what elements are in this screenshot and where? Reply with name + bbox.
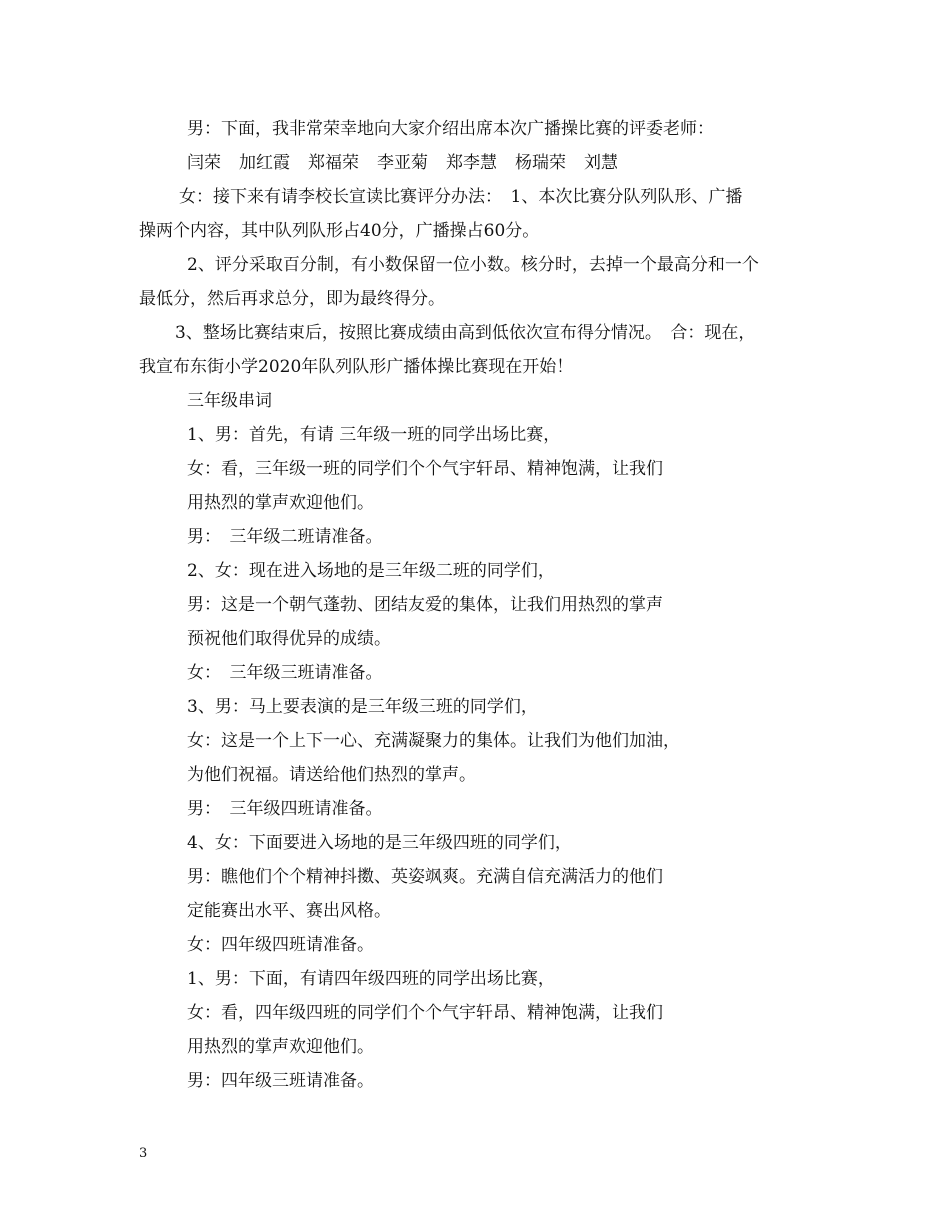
script-line: 用热烈的掌声欢迎他们。 — [187, 493, 374, 513]
script-line: 3、男：马上要表演的是三年级三班的同学们， — [187, 697, 538, 717]
section-heading: 三年级串词 — [187, 391, 272, 411]
judge-name: 加红霞 — [239, 153, 290, 173]
judge-name: 郑李慧 — [446, 153, 497, 173]
script-line: 男： 三年级二班请准备。 — [187, 527, 383, 547]
script-line: 女：看，三年级一班的同学们个个气宇轩昂、精神饱满，让我们 — [187, 459, 663, 479]
script-line: 男：这是一个朝气蓬勃、团结友爱的集体，让我们用热烈的掌声 — [187, 595, 663, 615]
paragraph-line: 操两个内容，其中队列队形占40分，广播操占60分。 — [139, 221, 540, 241]
document-body — [139, 112, 813, 1098]
paragraph-line: 男：下面，我非常荣幸地向大家介绍出席本次广播操比赛的评委老师： — [187, 119, 714, 139]
script-line: 男：瞧他们个个精神抖擞、英姿飒爽。充满自信充满活力的他们 — [187, 867, 663, 887]
judges-list — [139, 146, 813, 180]
script-line: 1、男：首先，有请 三年级一班的同学出场比赛， — [187, 425, 561, 445]
script-line: 女：这是一个上下一心、充满凝聚力的集体。让我们为他们加油， — [187, 731, 680, 751]
script-line: 女： 三年级三班请准备。 — [187, 663, 383, 683]
script-line: 为他们祝福。请送给他们热烈的掌声。 — [187, 765, 476, 785]
paragraph-line: 3、整场比赛结束后，按照比赛成绩由高到低依次宣布得分情况。 合：现在， — [175, 323, 756, 343]
paragraph-line: 我宣布东街小学2020年队列队形广播体操比赛现在开始！ — [139, 357, 574, 377]
script-line: 4、女：下面要进入场地的是三年级四班的同学们， — [187, 833, 572, 853]
script-line: 定能赛出水平、赛出风格。 — [187, 901, 391, 921]
judge-name: 刘慧 — [584, 153, 618, 173]
judge-name: 郑福荣 — [308, 153, 359, 173]
paragraph-line: 女：接下来有请李校长宣读比赛评分办法： 1、本次比赛分队列队形、广播 — [179, 187, 743, 207]
paragraph-line: 2、评分采取百分制，有小数保留一位小数。核分时，去掉一个最高分和一个 — [187, 255, 759, 275]
judge-name: 李亚菊 — [377, 153, 428, 173]
page-number: 3 — [139, 1146, 148, 1161]
script-line: 预祝他们取得优异的成绩。 — [187, 629, 391, 649]
paragraph-line: 最低分，然后再求总分，即为最终得分。 — [139, 289, 445, 309]
judge-name: 闫荣 — [187, 153, 221, 173]
script-line: 用热烈的掌声欢迎他们。 — [187, 1037, 374, 1057]
script-line: 女：看，四年级四班的同学们个个气宇轩昂、精神饱满，让我们 — [187, 1003, 663, 1023]
script-line: 女：四年级四班请准备。 — [187, 935, 374, 955]
script-line: 1、男：下面，有请四年级四班的同学出场比赛， — [187, 969, 555, 989]
script-line: 2、女：现在进入场地的是三年级二班的同学们， — [187, 561, 555, 581]
judge-name: 杨瑞荣 — [515, 153, 566, 173]
script-line: 男：四年级三班请准备。 — [187, 1071, 374, 1091]
script-line: 男： 三年级四班请准备。 — [187, 799, 383, 819]
